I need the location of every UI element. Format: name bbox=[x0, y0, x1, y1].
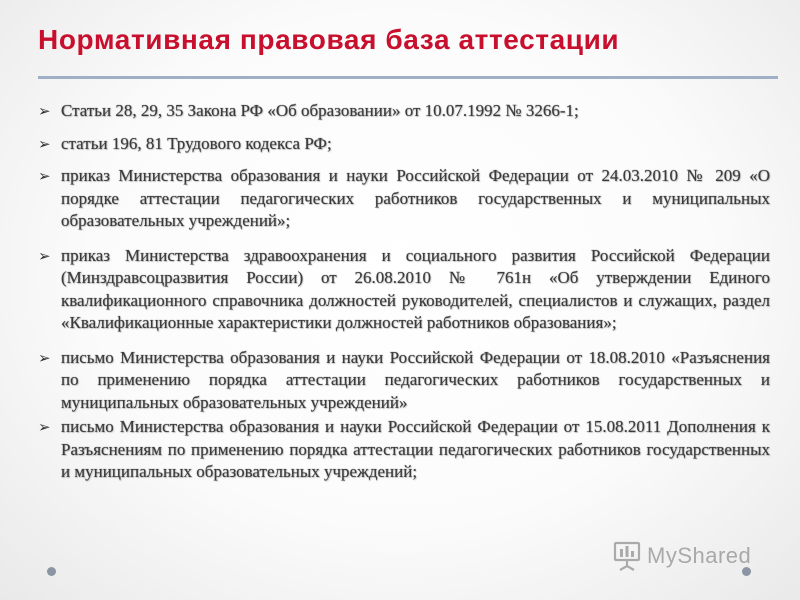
title-divider bbox=[38, 76, 778, 79]
bullet-text: статьи 196, 81 Трудового кодекса РФ; bbox=[61, 133, 332, 153]
watermark-logo bbox=[611, 537, 751, 575]
bullet-list bbox=[36, 100, 770, 484]
bullet-item-letter-2010 bbox=[36, 347, 770, 415]
bullet-text: приказ Министерства образования и науки Российской Федерации от 24.03.2010 № 209 «О порядке аттестации педагогических работников государственных и муниципальных образовательных учреждений»; bbox=[61, 166, 770, 230]
arrow-bullet-icon: ➢ bbox=[38, 348, 51, 367]
arrow-bullet-icon: ➢ bbox=[38, 134, 51, 153]
bullet-text: письмо Министерства образования и науки Российской Федерации от 15.08.2011 Дополнения к Разъяснениям по применению порядка аттестации педагогических работников государственных и муниципальных образовательных учреждений; bbox=[61, 417, 770, 481]
bullet-text: приказ Министерства здравоохранения и социального развития Российской Федерации (Минздравсоцразвития России) от 26.08.2010 № 761н «Об утверждении Единого квалификационного справочника должностей руководителей, специалистов и служащих, раздел «Квалификационные характеристики должностей работников образования»; bbox=[61, 245, 770, 332]
slide-title: Нормативная правовая база аттестации bbox=[38, 24, 620, 55]
bullet-item-law-on-education bbox=[36, 100, 770, 123]
decorative-dot-left bbox=[47, 567, 56, 576]
arrow-bullet-icon: ➢ bbox=[38, 246, 51, 265]
watermark-text: MyShared bbox=[647, 543, 752, 568]
arrow-bullet-icon: ➢ bbox=[38, 167, 51, 185]
bullet-item-order-209 bbox=[36, 165, 770, 233]
arrow-bullet-icon: ➢ bbox=[38, 102, 51, 120]
bullet-item-order-761n bbox=[36, 245, 770, 335]
presentation-board-icon bbox=[611, 540, 643, 572]
bullet-text: Статьи 28, 29, 35 Закона РФ «Об образовании» от 10.07.1992 № 3266-1; bbox=[61, 101, 579, 120]
bullet-item-labor-code bbox=[36, 133, 770, 156]
bullet-item-letter-2011 bbox=[36, 416, 770, 484]
bullet-text: письмо Министерства образования и науки Российской Федерации от 18.08.2010 «Разъяснения по применению порядка аттестации педагогических работников государственных и муниципальных образовательных учреждений» bbox=[61, 347, 770, 412]
arrow-bullet-icon: ➢ bbox=[38, 418, 51, 436]
